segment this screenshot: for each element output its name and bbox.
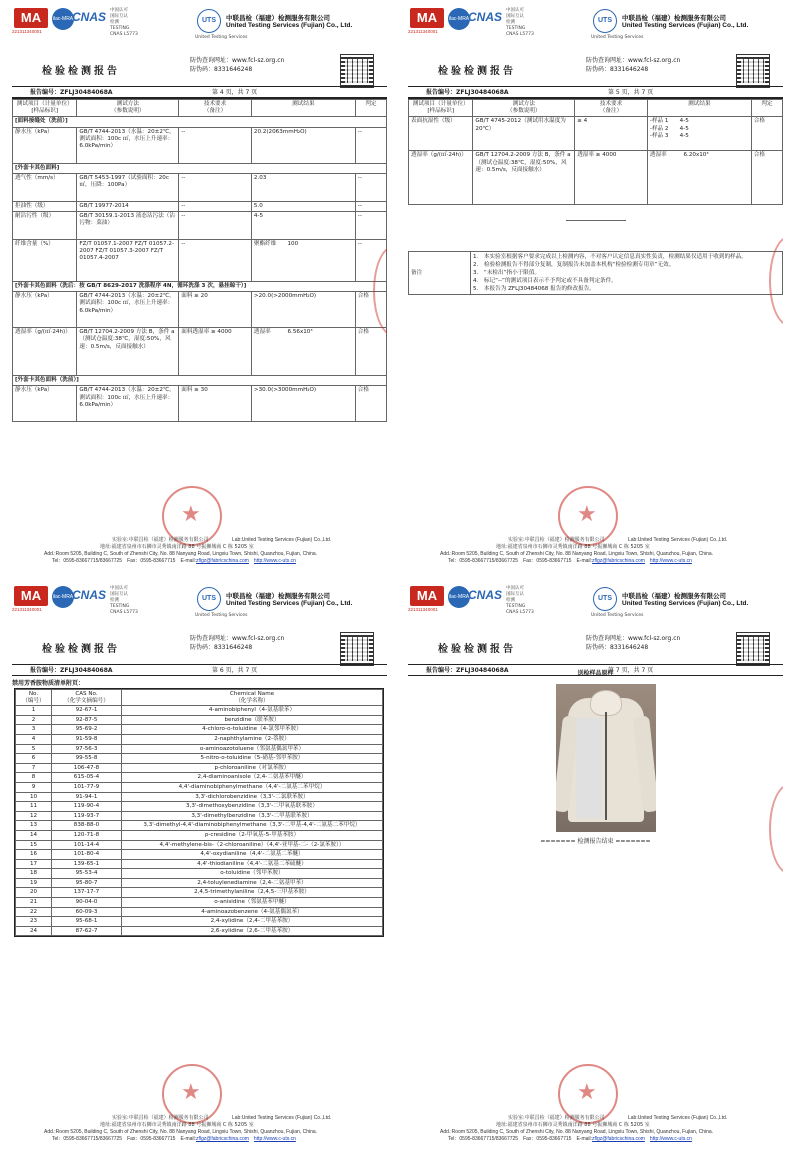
table-row: 22 60-09-3 4-aminoazobenzene（4-氨基偶氮苯） [16,907,383,917]
email-link[interactable]: zflgz@fabricschina.com [592,558,645,564]
col-judge: 判定 [751,100,782,117]
sample-photo [556,684,656,832]
qr-code-icon [736,54,770,88]
qr-code-icon [340,632,374,666]
col-item: 测试项目（计量单位） [样品标识] [409,100,473,117]
company-name-en: United Testing Services (Fujian) Co., Ltd. [226,22,353,29]
page-header [408,584,783,634]
table-row: 5 97-56-3 o-aminoazotoluene（邻氨基偶氮甲苯） [16,744,383,754]
ma-number: 221311340001 [12,29,42,34]
notes-list: 1. 本实验室根据客户要求完成以上检测内容，不对客户认定信息真实性负责，检测结果仅适用于收到的样品。 2. 检验检测报告不得部分复制，复制报告未加盖本机构“检验检测专用章”无效。 3. “未检出”指小于限值。 4. 标记“--”的测试项目表示不予判定或不具备判定条件。 5. 本报告为 ZFLJ30484068 报告的修改报告。 [471,252,783,295]
company-name-cn: 中联昌检（福建）检测服务有限公司 [226,14,330,22]
email-link[interactable]: zflgz@fabricschina.com [196,558,249,564]
uts-sub: United Testing Services [591,35,644,40]
test-table [12,99,387,422]
company-name-en: United Testing Services (Fujian) Co., Ltd. [622,600,749,607]
col-result: 测试结果 [647,100,751,117]
amine-list-title: 禁用芳香胺物质清单附页： [12,680,85,687]
ma-number: 221311340001 [408,607,438,612]
col-method: 测试方法 （参数说明） [473,100,575,117]
table-row: 18 95-53-4 o-toluidine（邻甲苯胺） [16,869,383,879]
photo-title: 送检样品原样 [577,670,614,677]
cnas-logo: CNAS [468,588,503,602]
page-footer: 实验室:中联昌检（福建）检测服务有限公司 Lab:United Testing Services (Fujian) Co.,Ltd. 地址:福建省泉州市石狮市灵秀镇南洋路 88 号振狮城商 C 栋 5205 室 Add.:Room 5205, Building C, South of Zhenshi City, No. 88 Nanyang Road, Lingxiu Town, Shishi, Quanzhou, Fujian, China. Tel：0595-83667715/83667725 Fax：0595-83667715 E-mail:zflgz@fabricschina.com http://www.c-uts.cn [440,1115,728,1142]
cnas-text: 中国认可 国际互认 检测 TESTING CNAS L5773 [110,586,138,615]
section-title: [面料接缝处（洗前）] [13,117,387,127]
report-title: 检验检测报告 [438,644,516,655]
table-row: 16 101-80-4 4,4'-oxydianiline（4,4'-二氨基二苯醚） [16,850,383,860]
report-page-7 [408,584,783,1149]
page-header [12,6,387,56]
uts-sub: United Testing Services [195,613,248,618]
table-row: 19 95-80-7 2,4-toluylenediamine（2,4-二氨基甲苯） [16,878,383,888]
col-item: 测试项目（计量单位） [样品标识] [13,100,77,117]
page-header [12,584,387,634]
table-row: 透气性（mm/s） GB/T 5453-1997（试验面积：20c ㎡，压降：100Pa） -- 2.03 -- [13,173,387,201]
ma-logo: MA [14,8,48,28]
page-footer: 实验室:中联昌检（福建）检测服务有限公司 Lab:United Testing Services (Fujian) Co.,Ltd. 地址:福建省泉州市石狮市灵秀镇南洋路 88 号振狮城商 C 栋 5205 室 Add.:Room 5205, Building C, South of Zhenshi City, No. 88 Nanyang Road, Lingxiu Town, Shishi, Quanzhou, Fujian, China. Tel：0595-83667715/83667725 Fax：0595-83667715 E-mail:zflgz@fabricschina.com http://www.c-uts.cn [440,537,728,564]
page-footer: 实验室:中联昌检（福建）检测服务有限公司 Lab:United Testing Services (Fujian) Co.,Ltd. 地址:福建省泉州市石狮市灵秀镇南洋路 88 号振狮城商 C 栋 5205 室 Add.:Room 5205, Building C, South of Zhenshi City, No. 88 Nanyang Road, Lingxiu Town, Shishi, Quanzhou, Fujian, China. Tel：0595-83667715/83667725 Fax：0595-83667715 E-mail:zflgz@fabricschina.com http://www.c-uts.cn [44,537,332,564]
table-row: 12 119-93-7 3,3'-dimethylbenzidine（3,3'-二甲基联苯胺） [16,811,383,821]
table-row: 15 101-14-4 4,4'-methylene-bis-（2-chloroaniline）（4,4'-亚甲基-二-（2-氯苯胺）） [16,840,383,850]
cnas-logo: CNAS [468,10,503,24]
table-row: 透湿率（g/(㎡·24h)） GB/T 12704.2-2009 方法 B，条件 a（测试仓温度:38℃，湿度:50%，风速：0.5m/s，反面接触水） 面料透湿率 ≥ 4000 透湿率 6.56x10³ 合格 [13,328,387,376]
col-result: 测试结果 [251,100,355,117]
col-judge: 判定 [355,100,386,117]
table-row: 静水压（kPa） GB/T 4744-2013（水温：20±2℃，测试面积：100c ㎡，水压上升速率：6.0kPa/min） 面料 ≥ 30 >30.0(>3000mmH₂O) 合格 [13,386,387,422]
company-name-cn: 中联昌检（福建）检测服务有限公司 [622,14,726,22]
verify-info: 防伪查询网址：www.fcl-sz.org.cn 防伪码：8331646248 [586,57,681,73]
report-title: 检验检测报告 [42,66,120,77]
notes-label: 备注 [409,252,471,295]
table-row: 4 91-59-8 2-naphthylamine（2-萘胺） [16,734,383,744]
table-row: 拒油性（级） GB/T 19977-2014 -- 5.0 -- [13,201,387,211]
uts-sub: United Testing Services [195,35,248,40]
amine-table: No. （编号） CAS No. （化学文摘编号） Chemical Name （化学名称） 1 92-67-1 4-aminobiphenyl（4-氨基联苯） 2 92-87-5 benzidine（联苯胺） 3 95-69-2 4-chloro-o-toluidine（4-氯邻甲苯胺） 4 91-59-8 2-naphthylamine（2-萘胺） 5 97-56-3 o-aminoazotoluene（邻氨基偶氮甲苯） 6 99-55-8 5-nitro-o-toluidine（5-硝基-邻甲苯胺） 7 106-47-8 p-chloroaniline（对氯苯胺） 8 615-05-4 2,4-diaminoanisole（2,4-二氨基苯甲醚） 9 101-77-9 4,4'-diaminobiphenylmethane（4,4'-二氨基二苯甲烷） 10 91-94-1 3,3'-dichlorobenzidine（3,3'-二氯联苯胺） 11 119-90-4 3,3'-dimethoxybenzidine（3,3'-二甲氧基联苯胺） 12 119-93-7 3,3'-dimethylbenzidine（3,3'-二甲基联苯胺） 13 838-88-0 3,3'-dimethyl-4,4'-diaminobiphenylmethane（3,3'-二甲基-4,4'-二氨基二苯甲烷） 14 120-71-8 p-cresidine（2-甲氧基-5-甲基苯胺） 15 101-14-4 4,4'-methylene-bis-（2-chloroaniline）（4,4'-亚甲基-二-（2-氯苯胺）） 16 101-80-4 4,4'-oxydianiline（4,4'-二氨基二苯醚） 17 139-65-1 4,4'-thiodianiline（4,4'-二氨基二苯硫醚） 18 95-53-4 o-toluidine（邻甲苯胺） 19 95-80-7 2,4-toluylenediamine（2,4-二氨基甲苯） 20 137-17-7 2,4,5-trimethylaniline（2,4,5-三甲基苯胺） 21 90-04-0 o-anisidine（邻氨基苯甲醚） 22 60-09-3 4-aminoazobenzene（4-氨基偶氮苯） 23 95-68-1 2,4-xylidine（2,4-二甲基苯胺） 24 87-62-7 2,6-xylidine（2,6-二甲基苯胺） [15,689,383,936]
table-row: 17 139-65-1 4,4'-thiodianiline（4,4'-二氨基二苯硫醚） [16,859,383,869]
table-row: 3 95-69-2 4-chloro-o-toluidine（4-氯邻甲苯胺） [16,725,383,735]
table-row: 静水压（kPa） GB/T 4744-2013（水温：20±2℃，测试面积：100c ㎡，水压上升速率：6.0kPa/min） -- 20.2(2063mmH₂O) -- [13,127,387,163]
ma-number: 221311340001 [408,29,438,34]
verify-info: 防伪查询网址：www.fcl-sz.org.cn 防伪码：8331646248 [190,635,285,651]
company-name-cn: 中联昌检（福建）检测服务有限公司 [622,592,726,600]
ma-logo: MA [410,8,444,28]
report-end: ======= 检测报告结束 ======= [540,838,651,845]
table-row: 11 119-90-4 3,3'-dimethoxybenzidine（3,3'-二甲氧基联苯胺） [16,802,383,812]
table-row: 24 87-62-7 2,6-xylidine（2,6-二甲基苯胺） [16,926,383,936]
uts-logo: UTS [593,9,617,33]
report-title: 检验检测报告 [42,644,120,655]
ma-number: 221311340001 [12,607,42,612]
website-link[interactable]: http://www.c-uts.cn [649,1136,692,1142]
table-row: 表面抗湿性（级） GB/T 4745-2012（测试用水温度为 20℃） ≥ 4 -样品 1 4-5 -样品 2 4-5 -样品 3 4-5 合格 [409,117,783,151]
report-page-5 [408,6,783,571]
verify-info: 防伪查询网址：www.fcl-sz.org.cn 防伪码：8331646248 [190,57,285,73]
company-name-en: United Testing Services (Fujian) Co., Ltd. [226,600,353,607]
verify-info: 防伪查询网址：www.fcl-sz.org.cn 防伪码：8331646248 [586,635,681,651]
jacket-image-icon [568,698,644,822]
side-seal-icon [769,784,783,874]
table-row: 1 92-67-1 4-aminobiphenyl（4-氨基联苯） [16,706,383,716]
ilac-logo: ilac-MRA [52,8,74,30]
page-header [408,6,783,56]
report-number: 报告编号：ZFLJ30484068A [30,89,113,96]
table-row: 9 101-77-9 4,4'-diaminobiphenylmethane（4,4'-二氨基二苯甲烷） [16,782,383,792]
table-row: 10 91-94-1 3,3'-dichlorobenzidine（3,3'-二氯联苯胺） [16,792,383,802]
uts-sub: United Testing Services [591,613,644,618]
table-row: 13 838-88-0 3,3'-dimethyl-4,4'-diaminobiphenylmethane（3,3'-二甲基-4,4'-二氨基二苯甲烷） [16,821,383,831]
report-page-4 [12,6,387,571]
report-number: 报告编号：ZFLJ30484068A [30,667,113,674]
cnas-logo: CNAS [72,10,107,24]
email-link[interactable]: zflgz@fabricschina.com [196,1136,249,1142]
test-table [408,99,783,205]
col-req: 技术要求 （备注） [179,100,252,117]
table-row: 23 95-68-1 2,4-xylidine（2,4-二甲基苯胺） [16,917,383,927]
table-row: 21 90-04-0 o-anisidine（邻氨基苯甲醚） [16,898,383,908]
cnas-text: 中国认可 国际互认 检测 TESTING CNAS L5773 [110,8,138,37]
table-row: 耐沾污性（级） GB/T 30159.1-2013 液态沾污法（沾污物：菜油） -- 4-5 -- [13,212,387,240]
website-link[interactable]: http://www.c-uts.cn [253,558,296,564]
ma-logo: MA [410,586,444,606]
report-number: 报告编号：ZFLJ30484068A [426,89,509,96]
page-number: 第 5 页，共 7 页 [608,89,654,96]
table-row: 8 615-05-4 2,4-diaminoanisole（2,4-二氨基苯甲醚） [16,773,383,783]
company-name-cn: 中联昌检（福建）检测服务有限公司 [226,592,330,600]
uts-logo: UTS [197,9,221,33]
qr-code-icon [340,54,374,88]
uts-logo: UTS [593,587,617,611]
section-title: [外套卡其色面料（洗前）] [13,376,387,386]
page-footer: 实验室:中联昌检（福建）检测服务有限公司 Lab:United Testing Services (Fujian) Co.,Ltd. 地址:福建省泉州市石狮市灵秀镇南洋路 88 号振狮城商 C 栋 5205 室 Add.:Room 5205, Building C, South of Zhenshi City, No. 88 Nanyang Road, Lingxiu Town, Shishi, Quanzhou, Fujian, China. Tel：0595-83667715/83667725 Fax：0595-83667715 E-mail:zflgz@fabricschina.com http://www.c-uts.cn [44,1115,332,1142]
page-number: 第 4 页，共 7 页 [212,89,258,96]
table-row: 2 92-87-5 benzidine（联苯胺） [16,715,383,725]
table-row: 静水压（kPa） GB/T 4744-2013（水温：20±2℃，测试面积：100c ㎡，水压上升速率：6.0kPa/min） 面料 ≥ 20 >20.0(>2000mmH₂O) 合格 [13,292,387,328]
section-title: [外套卡其色面料（洗后：按 GB/T 8629-2017 洗涤程序 4N，循环洗涤 3 次，悬挂晾干）] [13,282,387,292]
notes-table [408,251,783,295]
col-req: 技术要求 （备注） [575,100,648,117]
report-title: 检验检测报告 [438,66,516,77]
uts-logo: UTS [197,587,221,611]
cnas-text: 中国认可 国际互认 检测 TESTING CNAS L5773 [506,8,534,37]
page-number: 第 7 页，共 7 页 [608,667,654,674]
report-page-6 [12,584,387,1149]
table-row: 14 120-71-8 p-cresidine（2-甲氧基-5-甲基苯胺） [16,830,383,840]
website-link[interactable]: http://www.c-uts.cn [649,558,692,564]
section-title: [外套卡其色面料] [13,163,387,173]
company-name-en: United Testing Services (Fujian) Co., Ltd. [622,22,749,29]
ilac-logo: ilac-MRA [448,586,470,608]
cnas-logo: CNAS [72,588,107,602]
website-link[interactable]: http://www.c-uts.cn [253,1136,296,1142]
ilac-logo: ilac-MRA [52,586,74,608]
page-number: 第 6 页，共 7 页 [212,667,258,674]
table-row: 20 137-17-7 2,4,5-trimethylaniline（2,4,5-三甲基苯胺） [16,888,383,898]
ilac-logo: ilac-MRA [448,8,470,30]
report-number: 报告编号：ZFLJ30484068A [426,667,509,674]
table-row: 6 99-55-8 5-nitro-o-toluidine（5-硝基-邻甲苯胺） [16,754,383,764]
table-row: 7 106-47-8 p-chloroaniline（对氯苯胺） [16,763,383,773]
col-method: 测试方法 （参数说明） [77,100,179,117]
table-row: 透湿率（g/(㎡·24h)） GB/T 12704.2-2009 方法 B，条件 a（测试仓温度:38℃，湿度:50%，风速：0.5m/s，反面接触水） 透湿率 ≥ 4000 透湿率 6.20x10³ 合格 [409,151,783,205]
email-link[interactable]: zflgz@fabricschina.com [592,1136,645,1142]
table-row: 纤维含量（%） FZ/T 01057.1-2007 FZ/T 01057.2-2007 FZ/T 01057.3-2007 FZ/T 01057.4-2007 -- 聚酯纤维 100 -- [13,240,387,282]
cnas-text: 中国认可 国际互认 检测 TESTING CNAS L5773 [506,586,534,615]
ma-logo: MA [14,586,48,606]
qr-code-icon [736,632,770,666]
